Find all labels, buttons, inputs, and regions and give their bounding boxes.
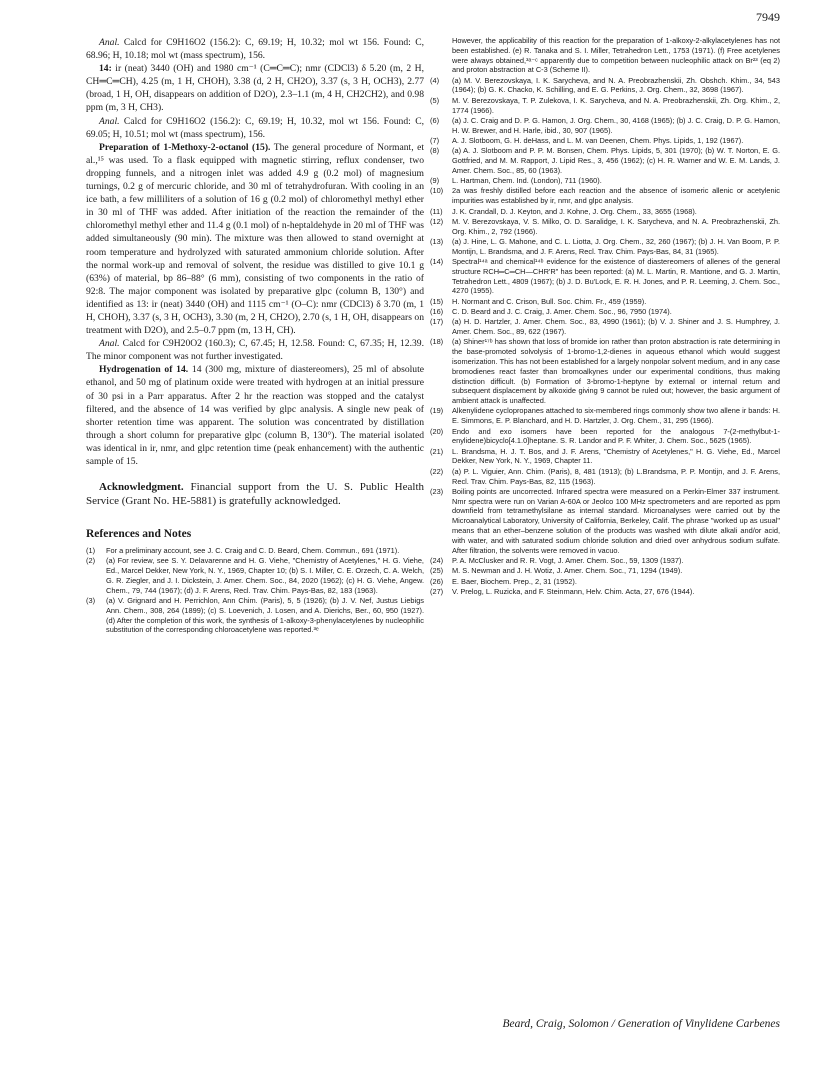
reference-text: A. J. Slotboom, G. H. deHass, and L. M. van Deenen, Chem. Phys. Lipids, 1, 192 (1967). xyxy=(452,135,744,145)
experimental-section xyxy=(86,36,424,468)
references-heading: References and Notes xyxy=(86,528,192,541)
reference-item xyxy=(430,406,780,426)
paragraph-lead: Anal. xyxy=(99,37,120,48)
paragraph-lead: 14: xyxy=(99,63,112,75)
reference-item xyxy=(430,587,780,597)
reference-item xyxy=(430,96,780,116)
reference-number: (18) xyxy=(430,337,444,347)
reference-item xyxy=(86,596,424,635)
paragraph-text: Calcd for C9H16O2 (156.2): C, 69.19; H, 10.32; mol wt 156. Found: C, 68.96; H, 10.18; mol wt (mass spectrum), 156. xyxy=(86,37,424,62)
reference-item xyxy=(430,217,780,237)
reference-item xyxy=(86,546,424,556)
reference-item xyxy=(430,566,780,576)
reference-number: (4) xyxy=(430,75,440,85)
reference-number: (11) xyxy=(430,206,443,216)
reference-text: Endo and exo isomers have been reported for the analogous 7-(2-methylbut-1-enylidene)bicyclo[4.1.0]heptane. S. R. Landor and P. F. Whiter, J. Chem. Soc., 5625 (1965). xyxy=(452,426,780,446)
reference-number: (16) xyxy=(430,307,444,317)
right-column xyxy=(430,36,780,998)
reference-number: (10) xyxy=(430,186,444,196)
reference-item xyxy=(430,317,780,337)
page-number: 7949 xyxy=(756,10,780,24)
reference-item xyxy=(86,556,424,595)
reference-item xyxy=(430,467,780,487)
reference-number: (2) xyxy=(86,556,96,566)
paragraph xyxy=(86,36,424,62)
reference-text: (a) H. D. Hartzler, J. Amer. Chem. Soc., 83, 4990 (1961); (b) V. J. Shiner and J. S. Humphrey, J. Amer. Chem. Soc., 89, 622 (1967). xyxy=(452,317,780,337)
reference-item xyxy=(430,257,780,296)
reference-number: (26) xyxy=(430,576,444,586)
reference-number: (13) xyxy=(430,236,444,246)
reference-item xyxy=(430,136,780,146)
reference-text: (a) J. Hine, L. G. Mahone, and C. L. Liotta, J. Org. Chem., 32, 260 (1967); (b) J. H. Van Boom, P. P. Montijn, L. Brandsma, and J. F. Arens, Recl. Trav. Chim. Pays-Bas, 84, 31 (1965). xyxy=(452,236,780,256)
reference-number: (5) xyxy=(430,95,440,105)
reference-number: (1) xyxy=(86,546,96,556)
reference-number: (7) xyxy=(430,135,440,145)
paragraph xyxy=(86,337,424,363)
reference-text: V. Prelog, L. Ruzicka, and F. Steinmann, Helv. Chim. Acta, 27, 676 (1944). xyxy=(452,586,695,596)
reference-item xyxy=(430,556,780,566)
acknowledgment-title: Acknowledgment. xyxy=(99,481,184,494)
paragraph-lead: Anal. xyxy=(99,115,120,127)
reference-item xyxy=(430,307,780,317)
paragraph-lead: Anal. xyxy=(99,338,120,350)
reference-text: L. Brandsma, H. J. T. Bos, and J. F. Arens, "Chemistry of Acetylenes," H. G. Viehe, Ed., Marcel Dekker, New York, N. Y., 1969, Chapter 11. xyxy=(452,446,780,466)
reference-number: (12) xyxy=(430,216,444,226)
acknowledgment xyxy=(86,480,424,508)
reference-text: (a) V. Grignard and H. Perrichlon, Ann Chim. (Paris), 5, 5 (1926); (b) J. V. Nef, Justus Liebigs Ann. Chem., 308, 264 (1899); (c) S. Loevenich, J. Losen, and A. Dierichs, Ber., 60, 950 (1927). (d) After the completion of this work, the synthesis of 1-alkoxy-3-phenylacetylenes by nucleophilic substitution of the corresponding chloroacetylene was reported.³ᵉ xyxy=(106,596,424,635)
reference-number: (23) xyxy=(430,486,444,496)
reference-number: (3) xyxy=(86,596,96,606)
reference-number: (22) xyxy=(430,466,444,476)
reference-item xyxy=(430,577,780,587)
references-list-left xyxy=(86,546,424,635)
reference-item xyxy=(430,237,780,257)
paragraph-lead: Preparation of 1-Methoxy-2-octanol (15). xyxy=(99,141,271,153)
paragraph-lead: Hydrogenation of 14. xyxy=(99,364,189,376)
paragraph xyxy=(86,141,424,337)
running-footer: Beard, Craig, Solomon / Generation of Vinylidene Carbenes xyxy=(502,1018,780,1030)
reference-text: J. K. Crandall, D. J. Keyton, and J. Kohne, J. Org. Chem., 33, 3655 (1968). xyxy=(452,206,697,216)
reference-text: Boiling points are uncorrected. Infrared spectra were measured on a Perkin-Elmer 337 instrument. Nmr spectra were run on Varian A-60A or Jeolco 100 MHz spectrometers and are reported as ppm downfield from tetramethylsilane as internal standard. Microanalyses were carried out by the Microanalytical Laboratory, University of California, Berkeley, Calif. The phrase "worked up as usual" means that an ether–benzene solution of the products was washed with dilute alkali and/or acid, with water, and with saturated sodium chloride solution and dried over anhydrous sodium sulfate. After filtration, the solvents were removed in vacuo. xyxy=(452,486,780,555)
paragraph-text: Calcd for C9H20O2 (160.3); C, 67.45; H, 12.58. Found: C, 67.35; H, 12.39. The minor component was not further investigated. xyxy=(86,338,424,363)
reference-number: (24) xyxy=(430,555,444,565)
reference-text: (a) A. J. Slotboom and P. P. M. Bonsen, Chem. Phys. Lipids, 5, 301 (1970); (b) W. T. Norton, E. G. Gottfried, and M. M. Rapport, J. Lipid Res., 3, 456 (1962); (c) H. R. Warner and W. E. M. Lands, J. Amer. Chem. Soc., 85, 60 (1963). xyxy=(452,146,780,175)
reference-number: (15) xyxy=(430,296,444,306)
reference-number: (25) xyxy=(430,566,444,576)
reference-item xyxy=(430,487,780,556)
reference-text: (a) M. V. Berezovskaya, I. K. Sarycheva, and N. A. Preobrazhenskii, Zh. Obshch. Khim., 34, 543 (1964); (b) G. K. Chacko, K. Schilling, and E. G. Perkins, J. Org. Chem., 32, 3698 (1967). xyxy=(452,75,780,95)
paragraph-text: Calcd for C9H16O2 (156.2): C, 69.19; H, 10.32, mol wt 156. Found: C, 69.05; H, 10.51; mol wt (mass spectrum), 156. xyxy=(86,115,424,140)
reference-item xyxy=(430,337,780,406)
paragraph-text: ir (neat) 3440 (OH) and 1980 cm⁻¹ (C═C═C); nmr (CDCl3) δ 5.20 (m, 2 H, CH═C═CH), 4.25 (m, 1 H, CHOH), 3.38 (d, 2 H, CH2O), 3.37 (s, 3 H, OCH3), 2.77 (broad, 1 H, OH, disappears on addition of D2O), 2.3–1.1 (m, 4 H, CH2CH2), and 0.98 ppm (m, 3 H, CH3). xyxy=(86,63,424,114)
reference-item xyxy=(430,447,780,467)
acknowledgment-text: Financial support from the U. S. Public Health Service (Grant No. HE-5881) is gratefully acknowledged. xyxy=(86,481,424,508)
reference-item xyxy=(430,176,780,186)
reference-text: E. Baer, Biochem. Prep., 2, 31 (1952). xyxy=(452,576,577,586)
reference-number: (21) xyxy=(430,446,444,456)
reference-item xyxy=(430,186,780,206)
reference-item xyxy=(430,146,780,175)
reference-text: M. S. Newman and J. H. Wotiz, J. Amer. Chem. Soc., 71, 1294 (1949). xyxy=(452,566,683,576)
reference-text: M. V. Berezovskaya, V. S. Milko, O. D. Saralidge, I. K. Sarycheva, and N. A. Preobrazhenskii, Zh. Org. Khim., 2, 792 (1966). xyxy=(452,216,780,236)
reference-text: H. Normant and C. Crison, Bull. Soc. Chim. Fr., 459 (1959). xyxy=(452,296,647,306)
reference-number: (19) xyxy=(430,406,444,416)
reference-number: (20) xyxy=(430,426,444,436)
left-column xyxy=(86,36,424,998)
reference-text: (a) P. L. Viguier, Ann. Chim. (Paris), 8, 481 (1913); (b) L.Brandsma, P. P. Montijn, and J. F. Arens, Recl. Trav. Chim. Pays-Bas, 82, 115 (1963). xyxy=(452,466,780,486)
references-list-right xyxy=(430,76,780,597)
reference-number: (9) xyxy=(430,176,440,186)
reference-item xyxy=(430,297,780,307)
reference-text: (a) For review, see S. Y. Delavarenne and H. G. Viehe, "Chemistry of Acetylenes," H. G. Viehe, Ed., Marcel Dekker, New York, N. Y., 1969, Chapter 10; (b) S. I. Miller, C. E. Orzech, C. A. Welch, G. R. Ziegler, and J. I. Dickstein, J. Amer. Chem. Soc., 84, 2020 (1962); (c) H. G. Viehe, Angew. Chem., 79, 744 (1967); (d) J. F. Arens, Recl. Trav. Chim. Pays-Bas, 82, 183 (1963). xyxy=(106,556,424,595)
reference-text: C. D. Beard and J. C. Craig, J. Amer. Chem. Soc., 96, 7950 (1974). xyxy=(452,307,672,317)
reference-text: (a) Shiner¹⁷ᵇ has shown that loss of bromide ion rather than proton abstraction is rate determining in the base-promoted solvolysis of 1-bromo-1,2-dienes in aqueous ethanol which would suggest isomerization. This has not been established for a largely nonpolar solvent medium, and in any case bromodienes react faster than bromoalkynes under our experimental conditions, thus making distinction difficult. (b) Formation of 3-bromo-1-heptyne by external or internal return and subsequent displacement by alkoxide giving 9 cannot be ruled out; however, the basic argument of ambient attack is unaffected. xyxy=(452,337,780,406)
reference-text: (a) J. C. Craig and D. P. G. Hamon, J. Org. Chem., 30, 4168 (1965); (b) J. C. Craig, D. P. G. Hamon, H. W. Brewer, and H. Harle, ibid., 30, 907 (1965). xyxy=(452,115,780,135)
reference-text: M. V. Berezovskaya, T. P. Zulekova, I. K. Sarycheva, and N. A. Preobrazhenskii, Zh. Org. Khim., 2, 1774 (1966). xyxy=(452,95,780,115)
reference-text: L. Hartman, Chem. Ind. (London), 711 (1960). xyxy=(452,176,602,186)
paragraph xyxy=(86,363,424,468)
reference-text: For a preliminary account, see J. C. Craig and C. D. Beard, Chem. Commun., 691 (1971). xyxy=(106,546,400,556)
reference-item xyxy=(430,207,780,217)
paragraph-text: 14 (300 mg, mixture of diastereomers), 25 ml of absolute ethanol, and 50 mg of platinum oxide were treated with hydrogen at an initial pressure of 30 psi in a Parr apparatus. After 2 hr the reaction was stopped and the catalyst filtered, and the absence of 14 was verified by glpc analysis. A single new peak of shorter retention time was apparent. The solution was concentrated by distillation through a short column for preparative glpc (column B, 130°). The material isolated was identical in ir, nmr, and glpc retention time (peak enhancement) with the authentic sample of 15. xyxy=(86,364,424,467)
paragraph-text: The general procedure of Normant, et al.,¹⁵ was used. To a flask equipped with magnetic stirring, reflux condenser, two dropping funnels, and a nitrogen inlet was added 4.9 g (0.2 mol) of magnesium turnings, 0.2 g of mercuric chloride, and 30 ml of tetrahydrofuran. With cooling in an ice bath, a few milliliters of a solution of 16 g (0.2 mol) of chloromethyl methyl ether in 30 ml of THF was added. After initiation of the reaction the remainder of the chloromethyl methyl ether and 11.4 g (0.1 mol) of n-heptaldehyde in 20 ml of THF was added simultaneously (90 min). The mixture was then allowed to stand overnight at room temperature and hydrolyzed with saturated ammonium chloride solution. After the normal work-up and removal of solvent, the residue was distilled to give 10.1 g (63%) of material, bp 86–88° (6 mm), consisting of two components in the ratio of 92:8. The major component was isolated by preparative glpc (column B, 130°) and identified as 13: ir (neat) 3440 (OH) and 1115 cm⁻¹ (O–C): nmr (CDCl3) δ 3.70 (m, 1 H, CHOH), 3.37 (s, 3 H, OCH3), 3.30 (m, 2 H, CH2O), 2.70 (s, 1 H, OH, disappears on treatment with D2O), and 2.5–0.7 ppm (m, 13 H, CH). xyxy=(86,141,424,337)
reference-item xyxy=(430,116,780,136)
reference-number: (17) xyxy=(430,317,444,327)
reference-number: (6) xyxy=(430,115,440,125)
reference-text: Alkenylidene cyclopropanes attached to six-membered rings commonly show two allene ir bands: H. E. Simmons, E. P. Blanchard, and H. D. Hartzler, J. Org. Chem., 31, 295 (1966). xyxy=(452,406,780,426)
reference-continuation: However, the applicability of this reaction for the preparation of 1-alkoxy-2-alkylacetylenes has not been established. (e) R. Tanaka and S. I. Miller, Tetrahedron Lett., 1753 (1971). (f) Free acetylenes were always obtained,³ᵃ⁻ᶜ apparently due to competition between nucleophilic attack on Br²³ (eq 2) and proton abstraction at C-3 (Scheme II). xyxy=(452,36,780,75)
paragraph xyxy=(86,115,424,141)
reference-text: 2a was freshly distilled before each reaction and the absence of isomeric allenic or acetylenic impurities was established by ir, nmr, and glpc analysis. xyxy=(452,186,780,206)
reference-text: P. A. McClusker and R. R. Vogt, J. Amer. Chem. Soc., 59, 1309 (1937). xyxy=(452,555,684,565)
reference-number: (8) xyxy=(430,146,440,156)
reference-number: (14) xyxy=(430,257,444,267)
reference-number: (27) xyxy=(430,586,444,596)
paragraph xyxy=(86,62,424,114)
reference-item xyxy=(430,76,780,96)
reference-text: Spectral¹⁴ᵃ and chemical¹⁴ᵇ evidence for the existence of diastereomers of allenes of the general structure RCH═C═CH—CHR'R" has been reported: (a) M. L. Martin, R. Mantione, and G. J. Martin, Tetrahedron Lett., 4809 (1967); (b) J. D. Bu'Lock, E. R. H. Jones, and P. R. Leeming, J. Chem. Soc., 4270 (1955). xyxy=(452,257,780,296)
reference-item xyxy=(430,427,780,447)
